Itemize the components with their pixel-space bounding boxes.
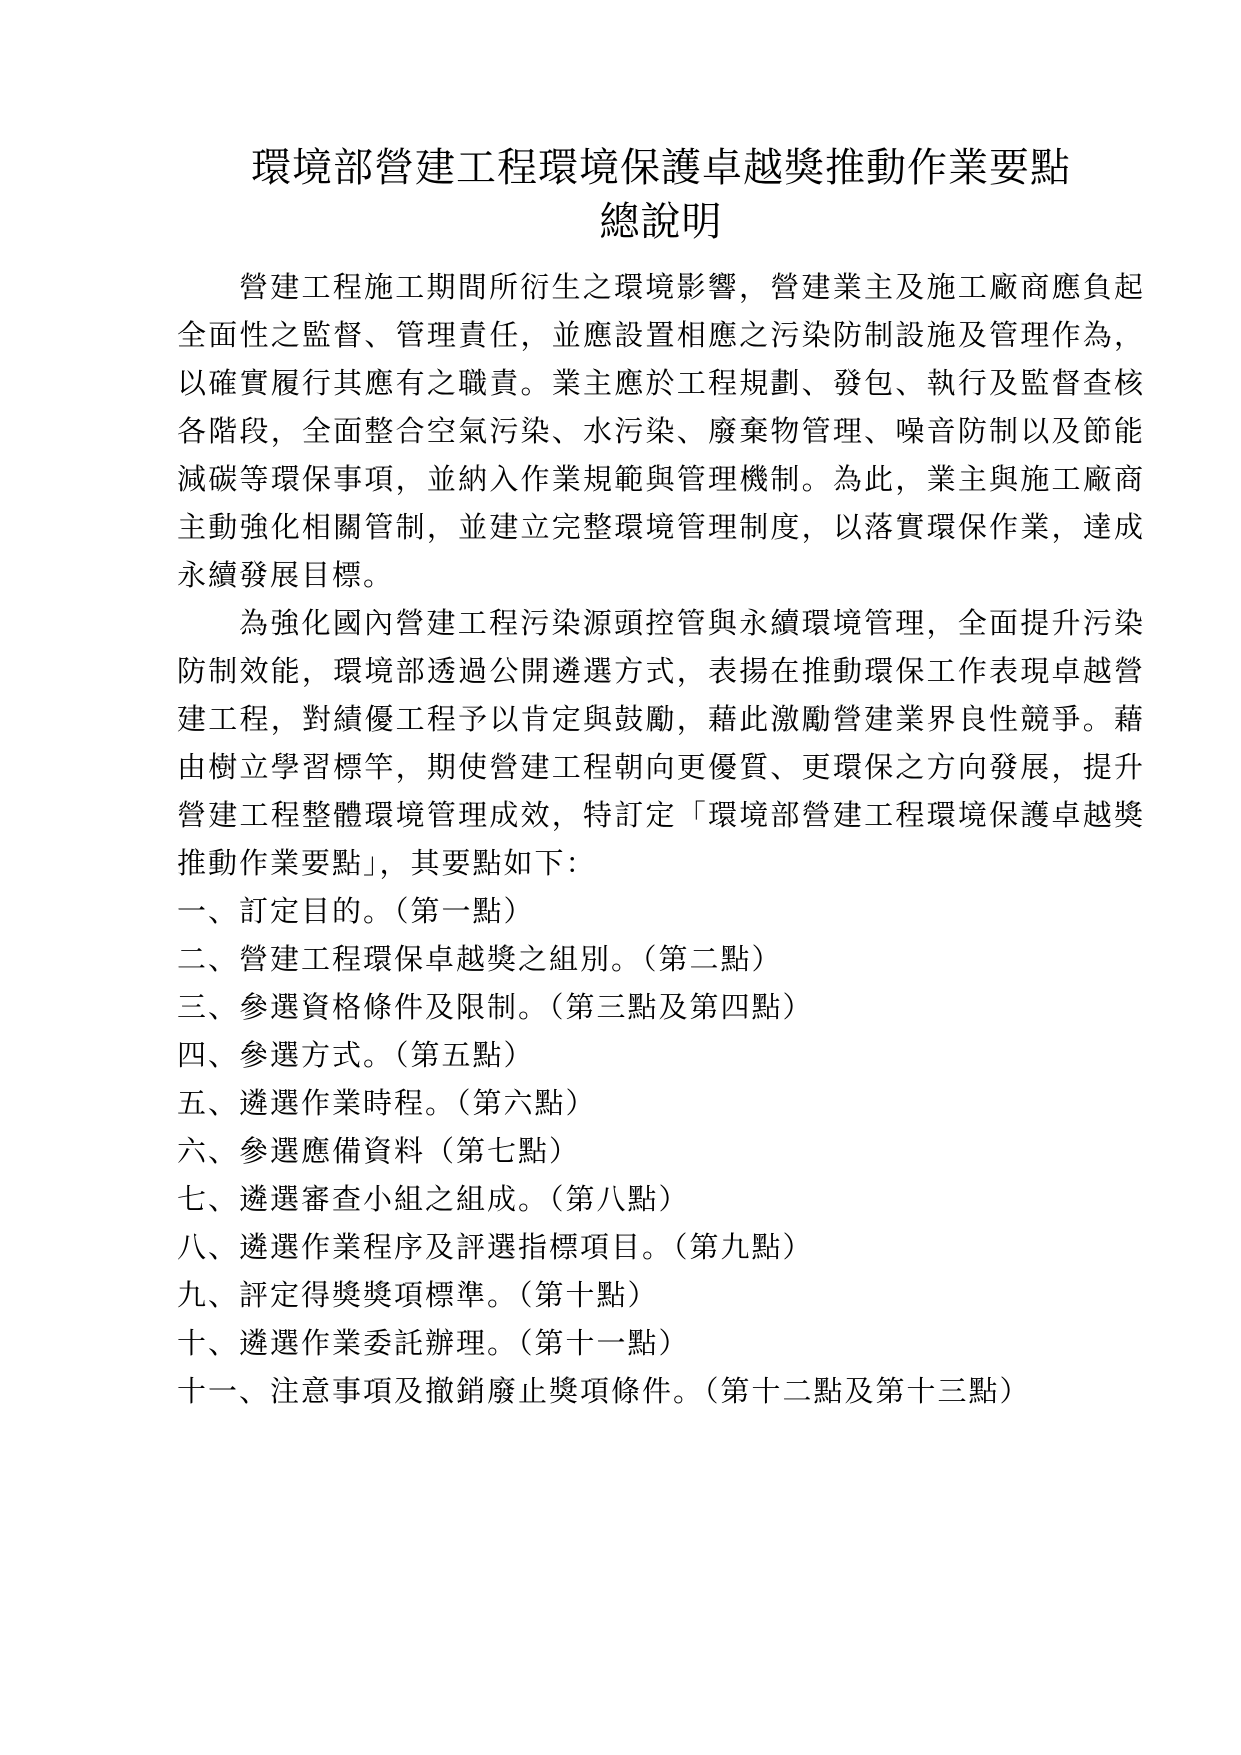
paragraph-2-line-1: 為強化國內營建工程污染源頭控管與永續環境管理，全面提升污染 <box>239 608 1145 640</box>
list-item-9: 九、評定得獎獎項標準。（第十點） <box>177 1280 659 1312</box>
list-item-8: 八、遴選作業程序及評選指標項目。（第九點） <box>177 1232 814 1264</box>
list-item-3: 三、參選資格條件及限制。（第三點及第四點） <box>177 992 814 1024</box>
list-item-2: 二、營建工程環保卓越獎之組別。（第二點） <box>177 944 783 976</box>
document-title: 環境部營建工程環境保護卓越獎推動作業要點 <box>251 145 1071 190</box>
summary-list <box>177 888 1145 1416</box>
paragraph-2-line-4: 由樹立學習標竿，期使營建工程朝向更優質、更環保之方向發展，提升 <box>177 752 1145 784</box>
paragraph-1-line-4: 各階段，全面整合空氣污染、水污染、廢棄物管理、噪音防制以及節能 <box>177 416 1145 448</box>
paragraph-1-line-3: 以確實履行其應有之職責。業主應於工程規劃、發包、執行及監督查核 <box>177 368 1145 400</box>
document-subtitle: 總說明 <box>599 199 723 244</box>
list-item-4: 四、參選方式。（第五點） <box>177 1040 535 1072</box>
list-item-11: 十一、注意事項及撤銷廢止獎項條件。（第十二點及第十三點） <box>177 1376 1031 1408</box>
paragraph-2-line-3: 建工程，對績優工程予以肯定與鼓勵，藉此激勵營建業界良性競爭。藉 <box>177 704 1145 736</box>
paragraph-1-line-7: 永續發展目標。 <box>177 560 395 592</box>
list-item-10: 十、遴選作業委託辦理。（第十一點） <box>177 1328 690 1360</box>
paragraph-1-line-6: 主動強化相關管制，並建立完整環境管理制度，以落實環保作業，達成 <box>177 512 1145 544</box>
paragraph-1 <box>177 264 1145 600</box>
document-body <box>177 264 1145 1416</box>
list-item-6: 六、參選應備資料（第七點） <box>177 1136 581 1168</box>
paragraph-1-line-1: 營建工程施工期間所衍生之環境影響，營建業主及施工廠商應負起 <box>239 272 1145 304</box>
list-item-7: 七、遴選審查小組之組成。（第八點） <box>177 1184 690 1216</box>
paragraph-2 <box>177 600 1145 888</box>
paragraph-2-line-5: 營建工程整體環境管理成效，特訂定「環境部營建工程環境保護卓越獎 <box>177 800 1145 832</box>
list-item-1: 一、訂定目的。（第一點） <box>177 896 535 928</box>
list-item-5: 五、遴選作業時程。（第六點） <box>177 1088 597 1120</box>
paragraph-1-line-5: 減碳等環保事項，並納入作業規範與管理機制。為此，業主與施工廠商 <box>177 464 1145 496</box>
paragraph-2-line-6: 推動作業要點」，其要點如下： <box>177 848 597 880</box>
paragraph-2-line-2: 防制效能，環境部透過公開遴選方式，表揚在推動環保工作表現卓越營 <box>177 656 1145 688</box>
paragraph-1-line-2: 全面性之監督、管理責任，並應設置相應之污染防制設施及管理作為， <box>177 320 1145 352</box>
